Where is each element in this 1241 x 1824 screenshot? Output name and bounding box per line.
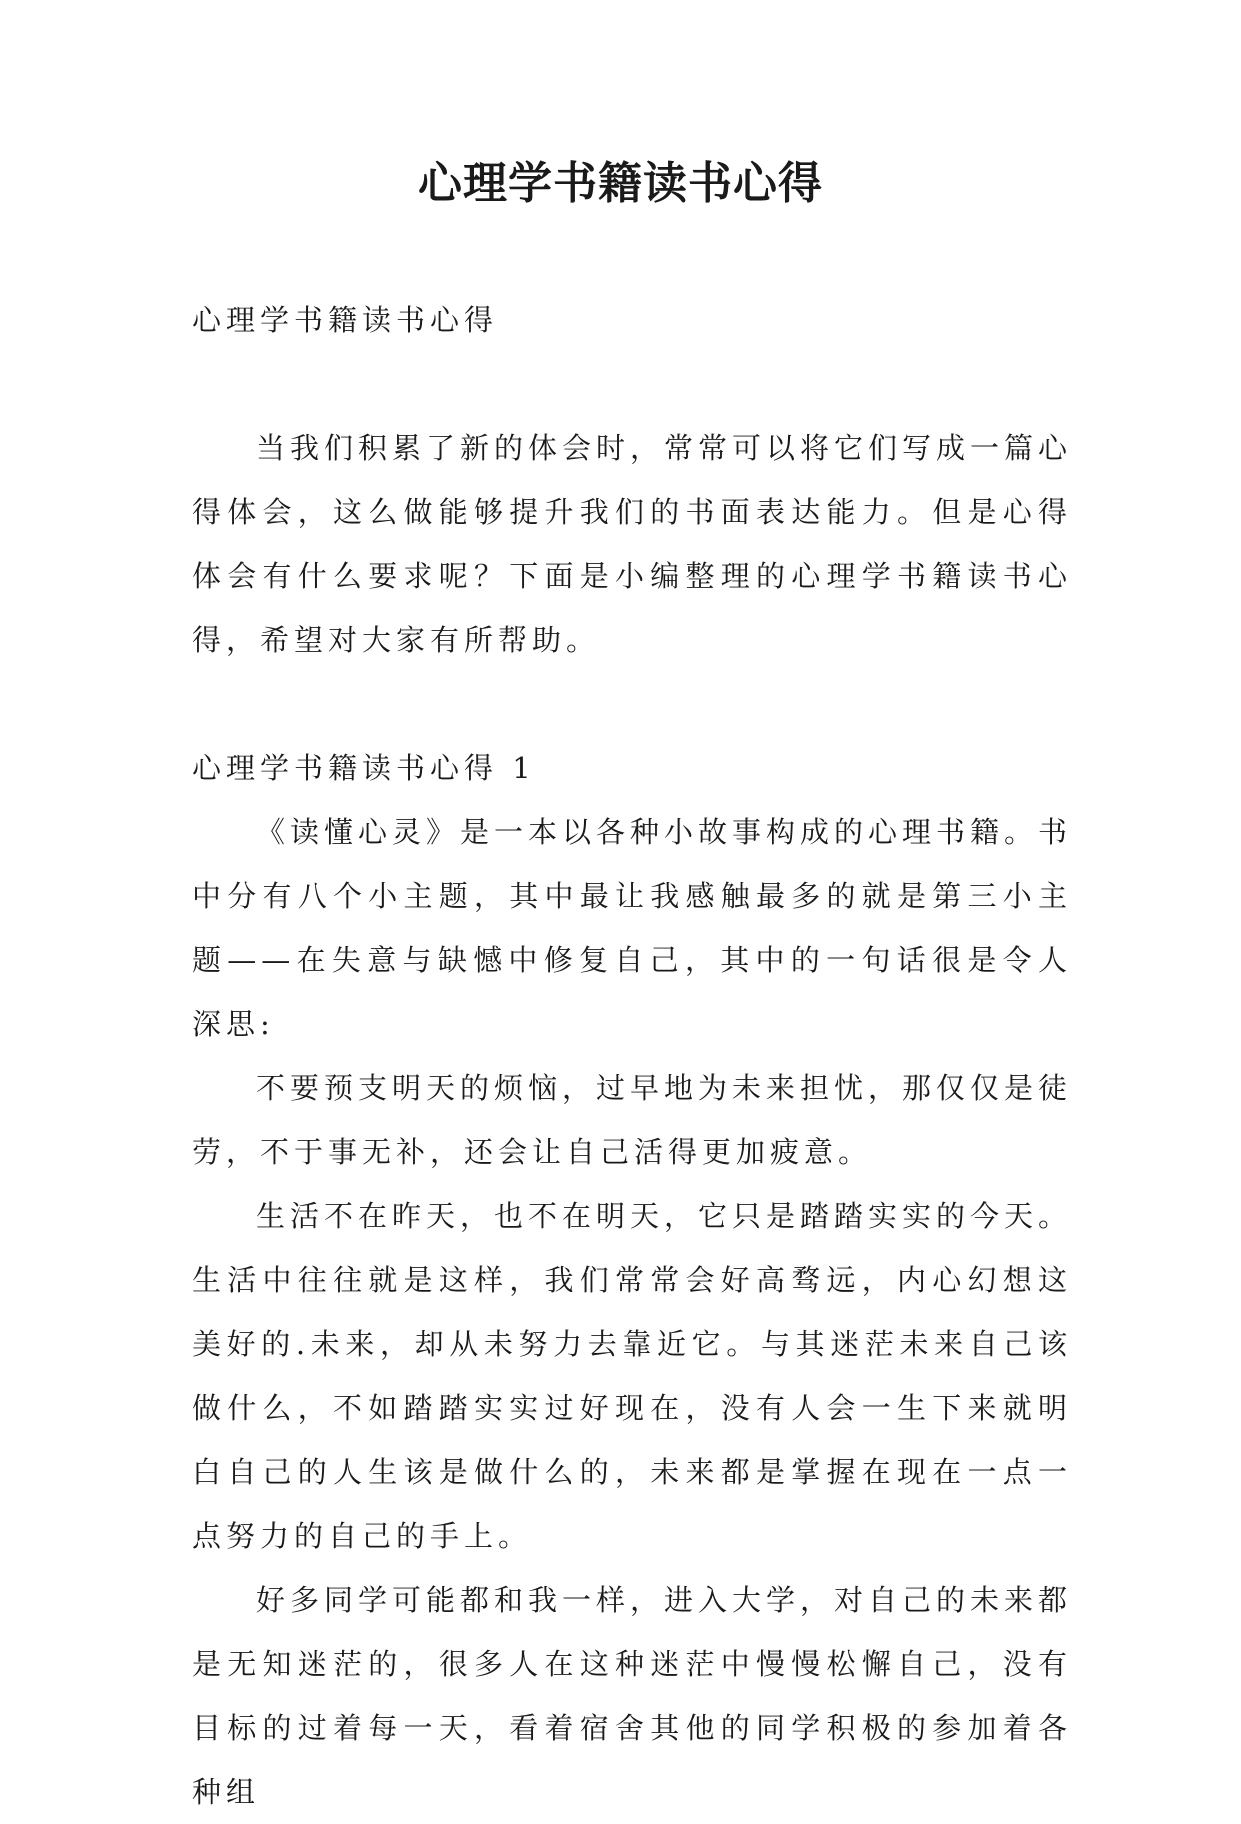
document-title: 心理学书籍读书心得	[418, 158, 823, 209]
body-paragraph: 《读懂心灵》是一本以各种小故事构成的心理书籍。书中分有八个小主题，其中最让我感触最多的就是第三小主题——在失意与缺憾中修复自己，其中的一句话很是令人深思:	[192, 815, 1073, 1041]
document-subtitle: 心理学书籍读书心得	[192, 303, 499, 337]
spacer	[192, 672, 1072, 736]
document-body	[192, 288, 1072, 1824]
spacer	[192, 352, 1072, 416]
body-paragraph: 好多同学可能都和我一样，进入大学，对自己的未来都是无知迷茫的，很多人在这种迷茫中慢慢松懈自己，没有目标的过着每一天，看着宿舍其他的同学积极的参加着各种组	[192, 1583, 1073, 1809]
body-paragraph: 生活不在昨天，也不在明天，它只是踏踏实实的今天。生活中往往就是这样，我们常常会好高骛远，内心幻想这美好的.未来，却从未努力去靠近它。与其迷茫未来自己该做什么，不如踏踏实实过好现在，没有人会一生下来就明白自己的人生该是做什么的，未来都是掌握在现在一点一点努力的自己的手上。	[192, 1199, 1073, 1553]
section-heading: 心理学书籍读书心得 1	[192, 751, 536, 785]
intro-paragraph: 当我们积累了新的体会时，常常可以将它们写成一篇心得体会，这么做能够提升我们的书面表达能力。但是心得体会有什么要求呢？下面是小编整理的心理学书籍读书心得，希望对大家有所帮助。	[192, 431, 1073, 657]
body-paragraph: 不要预支明天的烦恼，过早地为未来担忧，那仅仅是徒劳，不于事无补，还会让自己活得更加疲意。	[192, 1071, 1073, 1169]
